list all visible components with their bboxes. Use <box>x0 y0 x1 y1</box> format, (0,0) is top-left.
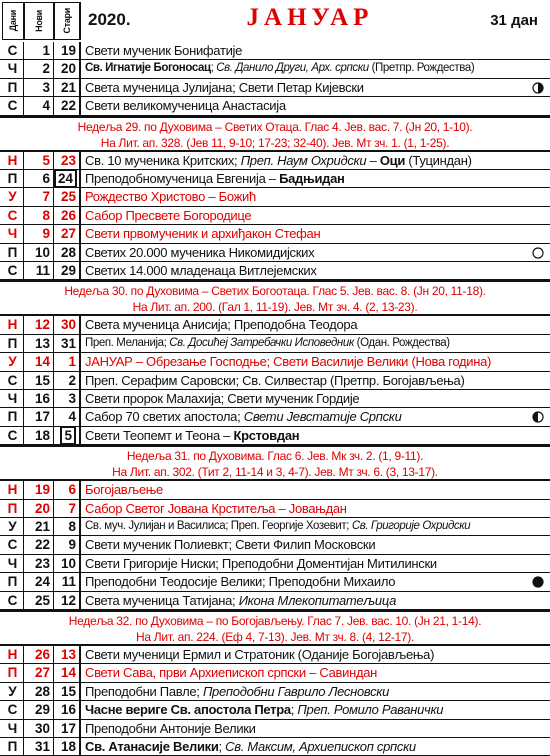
sunday-reading-line: Недеља 31. по Духовима. Глас 6. Јев. Мк зч. 2. (1, 9-11). <box>126 449 424 464</box>
weekday-cell: С <box>2 701 24 719</box>
weekday-cell: С <box>2 207 24 225</box>
feast-segment: Света мученица Јулијана; Свети Петар Кијевски <box>85 79 364 95</box>
weekday-cell: С <box>2 42 24 60</box>
feast-segment: (Одан. Рождества) <box>353 336 450 349</box>
old-date-value: 12 <box>60 592 76 608</box>
weekday-cell: П <box>2 664 24 682</box>
day-row <box>0 188 550 206</box>
weekday-cell: П <box>2 738 24 756</box>
old-date-cell <box>54 664 81 682</box>
feast-text <box>85 592 526 610</box>
moon-full-icon <box>532 247 544 259</box>
old-date-value: 1 <box>68 354 76 370</box>
feast-text <box>85 500 526 518</box>
sunday-reading-line: Недеља 32. по Духовима – по Богојављењу. Глас 7. Јев. вас. 10. (Јн 21, 1-14). <box>68 614 482 628</box>
day-row <box>0 170 550 188</box>
day-row <box>0 60 550 78</box>
old-date-value: 29 <box>60 263 76 278</box>
day-row <box>0 225 550 243</box>
new-date-cell: 27 <box>24 664 54 682</box>
feast-text <box>85 664 526 682</box>
weekday-cell: У <box>2 518 24 536</box>
feast-segment: Св. Григорије Охридски <box>351 520 471 532</box>
weekday-cell: С <box>2 427 24 445</box>
feast-text <box>85 518 526 536</box>
weekday-cell: П <box>2 244 24 262</box>
feast-text <box>85 60 526 78</box>
weekday-cell: С <box>2 372 24 390</box>
new-date-cell: 4 <box>24 97 54 115</box>
feast-segment: ; <box>290 702 298 718</box>
old-date-value: 26 <box>60 207 76 223</box>
feast-text <box>85 188 526 206</box>
old-date-cell <box>54 353 81 371</box>
new-date-cell: 13 <box>24 335 54 353</box>
feast-text <box>85 97 526 115</box>
feast-text <box>85 555 526 573</box>
weekday-cell: Н <box>2 646 24 664</box>
feast-segment: Часне вериге Св. апостола Петра <box>85 702 291 718</box>
day-row <box>0 79 550 97</box>
old-date-value: 30 <box>60 317 76 333</box>
sunday-reading-line: На Лит. ап. 224. (Еф 4, 7-13). Јев. Мт зч. 8. (4, 12-17). <box>135 630 414 644</box>
day-row <box>0 646 550 664</box>
feast-segment: Свети мученик Бонифатије <box>85 43 243 58</box>
weekday-cell: Ч <box>2 60 24 78</box>
old-date-value: 8 <box>68 519 76 534</box>
old-date-cell <box>54 720 81 738</box>
feast-text <box>85 738 526 756</box>
feast-segment: (Туциндан) <box>405 152 472 168</box>
feast-segment: Преп. Ромило Раванички <box>297 702 444 718</box>
feast-text <box>85 701 526 719</box>
month-title: ЈАНУАР <box>246 4 374 31</box>
day-row <box>0 152 550 170</box>
day-row <box>0 427 550 445</box>
day-row <box>0 372 550 390</box>
feast-segment: Преподобни Гаврило Лесновски <box>202 683 390 699</box>
weekday-cell: Ч <box>2 555 24 573</box>
new-date-cell: 14 <box>24 353 54 371</box>
old-date-value: 16 <box>60 702 76 718</box>
feast-text <box>85 244 526 262</box>
weekday-cell: С <box>2 97 24 115</box>
old-date-cell <box>54 518 81 536</box>
old-date-cell <box>54 42 81 60</box>
old-date-value: 25 <box>60 189 76 205</box>
moon-new-icon <box>532 576 544 588</box>
feast-segment: Преп. Серафим Саровски; Св. Силвестар (Претпр. Богојављења) <box>85 372 465 388</box>
old-date-cell <box>54 170 81 188</box>
day-row <box>0 683 550 701</box>
new-date-cell: 21 <box>24 518 54 536</box>
feast-segment: Света мученица Анисија; Преподобна Теодора <box>85 317 358 333</box>
old-date-cell <box>54 97 81 115</box>
moon-first-quarter-icon <box>532 82 544 94</box>
day-row <box>0 316 550 334</box>
feast-segment: Свети Теопемт и Теона – <box>85 427 234 443</box>
feast-segment: – <box>366 152 380 168</box>
old-date-value: 15 <box>60 683 76 699</box>
feast-text <box>85 335 526 353</box>
day-row <box>0 481 550 499</box>
old-date-cell <box>54 646 81 664</box>
weekday-cell: Н <box>2 481 24 499</box>
old-date-value: 11 <box>61 574 76 590</box>
old-date-value: 31 <box>60 335 76 351</box>
feast-segment: Свети пророк Малахија; Свети мученик Гордије <box>85 391 360 406</box>
old-date-cell <box>54 60 81 78</box>
old-date-cell <box>54 427 81 445</box>
feast-segment: Свети Сава, први Архиепископ српски – Савиндан <box>85 665 378 681</box>
feast-segment: Св. Досићеј Затребачки Исповедник <box>169 336 354 349</box>
weekday-cell: С <box>2 536 24 554</box>
day-row <box>0 42 550 60</box>
new-date-cell: 22 <box>24 536 54 554</box>
day-row <box>0 207 550 225</box>
feast-segment: Свети Григорије Ниски; Преподобни Доментијан Митилински <box>85 555 437 571</box>
feast-segment: Светих 20.000 мученика Никомидијских <box>85 244 315 260</box>
new-date-cell: 29 <box>24 701 54 719</box>
new-date-cell: 30 <box>24 720 54 738</box>
feast-text <box>85 573 526 591</box>
feast-segment: Крстовдан <box>233 427 300 443</box>
old-date-value: 18 <box>60 739 76 754</box>
sunday-reading-line: На Лит. ап. 200. (Гал 1, 11-19). Јев. Мт зч. 4. (2, 13-23). <box>132 300 418 315</box>
new-date-cell: 31 <box>24 738 54 756</box>
old-date-cell <box>54 262 81 280</box>
old-date-cell <box>54 408 81 426</box>
new-date-cell: 7 <box>24 188 54 206</box>
feast-segment: Преп. Меланија; <box>85 336 170 349</box>
feast-segment: Сабор Пресвете Богородице <box>85 207 252 223</box>
new-calendar-column-label: Нови <box>34 10 44 32</box>
feast-text <box>85 225 526 243</box>
day-row <box>0 390 550 408</box>
new-date-cell: 19 <box>24 481 54 499</box>
sunday-reading-line: Недеља 30. по Духовима – Светих Богоотаца. Глас 5. Јев. вас. 8. (Јн 20, 11-18). <box>64 284 486 299</box>
old-date-cell <box>54 738 81 756</box>
weekday-cell: У <box>2 188 24 206</box>
new-date-cell: 5 <box>24 152 54 170</box>
day-row <box>0 408 550 426</box>
feast-segment: Преподобномученица Евгенија – <box>85 171 280 186</box>
feast-text <box>85 720 526 738</box>
new-date-cell: 3 <box>24 79 54 97</box>
old-date-value: 14 <box>60 665 76 681</box>
feast-segment: Преподобни Теодосије Велики; Преподобни Михаило <box>85 574 396 590</box>
weekday-cell: П <box>2 573 24 591</box>
day-row <box>0 738 550 756</box>
day-row <box>0 262 550 280</box>
new-date-cell: 1 <box>24 42 54 60</box>
feast-segment: Богојављење <box>85 482 163 498</box>
day-row <box>0 518 550 536</box>
new-date-cell: 9 <box>24 225 54 243</box>
feast-segment: Св. Атанасије Велики <box>85 739 219 754</box>
feast-text <box>85 408 526 426</box>
sunday-reading-line: На Лит. ап. 328. (Јев 11, 9-10; 17-23; 32-40). Јев. Мт зч. 1. (1, 1-25). <box>100 135 450 150</box>
feast-segment: Св. Игнатије Богоносац <box>85 62 211 75</box>
old-date-value: 21 <box>60 79 76 95</box>
old-date-value: 28 <box>60 244 76 260</box>
old-date-cell <box>54 316 81 334</box>
new-date-cell: 24 <box>24 573 54 591</box>
feast-segment: Св. Данило Други, Арх. српски <box>216 62 369 75</box>
old-date-value: 4 <box>68 409 76 425</box>
new-date-cell: 20 <box>24 500 54 518</box>
feast-segment: Бадњидан <box>279 171 345 186</box>
old-date-value: 19 <box>60 43 76 58</box>
old-date-cell <box>54 372 81 390</box>
old-date-value: 2 <box>68 372 76 388</box>
day-row <box>0 353 550 371</box>
calendar-header <box>0 0 550 42</box>
old-date-value: 6 <box>68 482 76 498</box>
feast-segment: Икона Млекопитатељица <box>238 592 397 608</box>
old-date-value: 5 <box>60 426 76 445</box>
feast-text <box>85 353 526 371</box>
feast-text <box>85 42 526 60</box>
old-date-value: 3 <box>68 391 76 406</box>
feast-text <box>85 427 526 445</box>
day-row <box>0 720 550 738</box>
year-label: 2020. <box>88 10 131 29</box>
new-calendar-column-header <box>24 2 54 40</box>
day-row <box>0 592 550 610</box>
new-date-cell: 11 <box>24 262 54 280</box>
feast-segment: Свети великомученица Анастасија <box>85 98 286 114</box>
feast-segment: Сабор 70 светих апостола; <box>85 409 244 425</box>
day-row <box>0 97 550 115</box>
old-date-cell <box>54 335 81 353</box>
feast-text <box>85 262 526 280</box>
weekday-cell: У <box>2 683 24 701</box>
old-date-value: 27 <box>60 226 76 242</box>
old-date-value: 23 <box>60 152 76 168</box>
old-date-cell <box>54 481 81 499</box>
feast-segment: ЈАНУАР – Обрезање Господње; Свети Василије Велики (Нова година) <box>85 354 492 370</box>
old-calendar-column-header <box>54 2 81 40</box>
old-date-cell <box>54 592 81 610</box>
feast-segment: Свети мученици Ермил и Стратоник (Оданије Богојављења) <box>85 647 435 662</box>
feast-text <box>85 481 526 499</box>
feast-segment: Преподобни Павле; <box>85 683 203 699</box>
new-date-cell: 15 <box>24 372 54 390</box>
weekday-cell: П <box>2 170 24 188</box>
feast-segment: ; <box>218 739 226 754</box>
feast-text <box>85 170 526 188</box>
new-date-cell: 10 <box>24 244 54 262</box>
days-count: 31 дан <box>490 12 538 29</box>
day-row <box>0 555 550 573</box>
new-date-cell: 16 <box>24 390 54 408</box>
feast-text <box>85 646 526 664</box>
old-date-cell <box>54 683 81 701</box>
sunday-readings-box <box>0 116 550 152</box>
feast-segment: Светих 14.000 младенаца Витлејемских <box>85 263 317 278</box>
old-date-cell <box>54 536 81 554</box>
feast-segment: Сабор Светог Јована Крститеља – Јовањдан <box>85 500 347 516</box>
old-calendar-column-label: Стари <box>62 8 72 34</box>
old-date-cell <box>54 79 81 97</box>
new-date-cell: 28 <box>24 683 54 701</box>
new-date-cell: 25 <box>24 592 54 610</box>
weekday-column-label: Дани <box>8 10 18 32</box>
sunday-reading-line: На Лит. ап. 302. (Тит 2, 11-14 и 3, 4-7). Јев. Мт зч. 6. (3, 13-17). <box>112 465 438 480</box>
weekday-cell: Н <box>2 152 24 170</box>
weekday-cell: П <box>2 335 24 353</box>
feast-text <box>85 536 526 554</box>
old-date-value: 13 <box>60 647 76 662</box>
day-row <box>0 500 550 518</box>
old-date-cell <box>54 573 81 591</box>
feast-text <box>85 372 526 390</box>
old-date-cell <box>54 207 81 225</box>
feast-segment: Преп. Наум Охридски <box>240 152 367 168</box>
weekday-cell: Ч <box>2 390 24 408</box>
feast-segment: Св. муч. Јулијан и Василиса; Преп. Георгије Хозевит; <box>85 520 352 532</box>
weekday-cell: П <box>2 500 24 518</box>
old-date-cell <box>54 225 81 243</box>
weekday-cell: П <box>2 408 24 426</box>
old-date-cell <box>54 244 81 262</box>
feast-segment: Свети мученик Полиевкт; Свети Филип Московски <box>85 537 376 553</box>
new-date-cell: 23 <box>24 555 54 573</box>
old-date-value: 22 <box>60 98 76 114</box>
feast-segment: Свети првомученик и архиђакон Стефан <box>85 226 321 242</box>
old-date-cell <box>54 555 81 573</box>
feast-text <box>85 316 526 334</box>
feast-segment: Рождество Христово – Божић <box>85 189 256 205</box>
weekday-cell: С <box>2 262 24 280</box>
day-row <box>0 244 550 262</box>
old-date-value: 10 <box>60 555 76 571</box>
new-date-cell: 26 <box>24 646 54 664</box>
old-date-value: 9 <box>68 537 76 553</box>
day-row <box>0 701 550 719</box>
sunday-reading-line: Недеља 29. по Духовима – Светих Отаца. Глас 4. Јев. вас. 7. (Јн 20, 1-10). <box>77 119 473 134</box>
weekday-cell: Ч <box>2 225 24 243</box>
feast-segment: Света мученица Татијана; <box>85 592 239 608</box>
new-date-cell: 17 <box>24 408 54 426</box>
sunday-readings-box <box>0 280 550 316</box>
new-date-cell: 18 <box>24 427 54 445</box>
moon-last-quarter-icon <box>532 411 544 423</box>
feast-segment: Свети Јевстатије Српски <box>243 409 402 425</box>
old-date-value: 20 <box>60 61 76 77</box>
old-date-value: 24 <box>54 169 77 188</box>
feast-text <box>85 79 526 97</box>
new-date-cell: 12 <box>24 316 54 334</box>
weekday-cell: Ч <box>2 720 24 738</box>
new-date-cell: 6 <box>24 170 54 188</box>
day-row <box>0 573 550 591</box>
old-date-cell <box>54 152 81 170</box>
feast-segment: ; <box>210 62 217 75</box>
old-date-cell <box>54 500 81 518</box>
feast-segment: Преподобни Антоније Велики <box>85 720 256 736</box>
feast-text <box>85 207 526 225</box>
old-date-cell <box>54 390 81 408</box>
weekday-cell: П <box>2 79 24 97</box>
weekday-cell: С <box>2 592 24 610</box>
sunday-readings-box <box>0 610 550 646</box>
feast-text <box>85 390 526 408</box>
feast-segment: (Претпр. Рождества) <box>368 62 475 75</box>
weekday-cell: У <box>2 353 24 371</box>
sunday-readings-box <box>0 445 550 481</box>
old-date-value: 7 <box>68 500 76 516</box>
old-date-cell <box>54 188 81 206</box>
feast-text <box>85 152 526 170</box>
old-date-cell <box>54 701 81 719</box>
weekday-column-header <box>2 2 24 40</box>
feast-segment: Св. 10 мученика Критских; <box>85 152 241 168</box>
day-row <box>0 536 550 554</box>
old-date-value: 17 <box>60 720 76 736</box>
day-row <box>0 335 550 353</box>
weekday-cell: Н <box>2 316 24 334</box>
day-row <box>0 664 550 682</box>
new-date-cell: 2 <box>24 60 54 78</box>
new-date-cell: 8 <box>24 207 54 225</box>
feast-segment: Оци <box>379 152 406 168</box>
feast-segment: Св. Максим, Архиепископ српски <box>225 739 416 754</box>
feast-text <box>85 683 526 701</box>
